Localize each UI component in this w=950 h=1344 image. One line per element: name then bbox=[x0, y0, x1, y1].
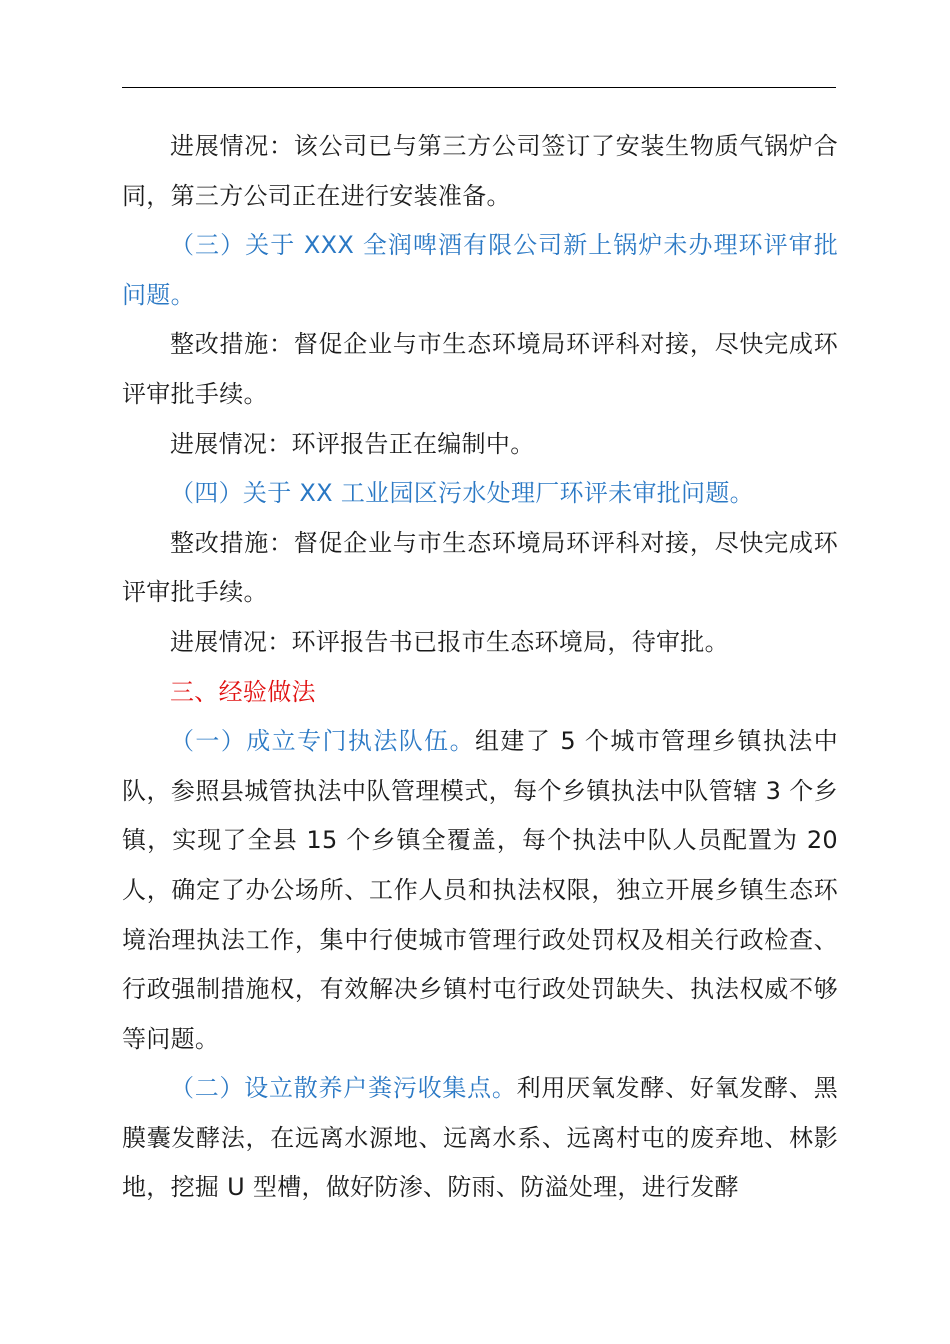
paragraph-enforcement-team bbox=[122, 717, 838, 1064]
section-heading-text: 三、经验做法 bbox=[170, 677, 316, 706]
paragraph-measures-1 bbox=[122, 320, 838, 419]
paragraph-text: 组建了 5 个城市管理乡镇执法中队，参照县城管执法中队管理模式，每个乡镇执法中队管辖 3 个乡镇，实现了全县 15 个乡镇全覆盖，每个执法中队人员配置为 20 人，确定了办公场所、工作人员和执法权限，独立开展乡镇生态环境治理执法工作，集中行使城市管理行政处罚权及相关行政检查、行政强制措施权，有效解决乡镇村屯行政处罚缺失、执法权威不够等问题。 bbox=[122, 727, 838, 1053]
paragraph-manure-collection bbox=[122, 1064, 838, 1213]
paragraph-progress-3 bbox=[122, 618, 838, 668]
header-rule bbox=[122, 87, 836, 88]
paragraph-text: 利用厌氧发酵、好氧发酵、黑膜囊发酵法，在远离水源地、远离水系、远离村屯的废弃地、林影地，挖掘 U 型槽，做好防渗、防雨、防溢处理，进行发酵 bbox=[122, 1074, 838, 1202]
subheading-text: （三）关于 XXX 全润啤酒有限公司新上锅炉未办理环评审批问题。 bbox=[122, 231, 838, 309]
paragraph-text: 进展情况：环评报告书已报市生态环境局，待审批。 bbox=[170, 627, 729, 656]
subheading-four bbox=[122, 469, 838, 519]
paragraph-progress-2 bbox=[122, 420, 838, 470]
subheading-text: （四）关于 XX 工业园区污水处理厂环评未审批问题。 bbox=[170, 479, 754, 508]
paragraph-text: 进展情况：该公司已与第三方公司签订了安装生物质气锅炉合同，第三方公司正在进行安装准备。 bbox=[122, 132, 838, 210]
paragraph-text: 进展情况：环评报告正在编制中。 bbox=[170, 429, 535, 458]
document-body bbox=[122, 122, 838, 1213]
paragraph-measures-2 bbox=[122, 519, 838, 618]
paragraph-text: 整改措施：督促企业与市生态环境局环评科对接，尽快完成环评审批手续。 bbox=[122, 330, 838, 408]
subheading-three bbox=[122, 221, 838, 320]
inline-heading: （一）成立专门执法队伍。 bbox=[170, 727, 476, 756]
paragraph-text: 整改措施：督促企业与市生态环境局环评科对接，尽快完成环评审批手续。 bbox=[122, 528, 838, 607]
section-heading-experience bbox=[122, 668, 838, 718]
inline-heading: （二）设立散养户粪污收集点。 bbox=[170, 1074, 517, 1103]
paragraph-progress-1 bbox=[122, 122, 838, 221]
